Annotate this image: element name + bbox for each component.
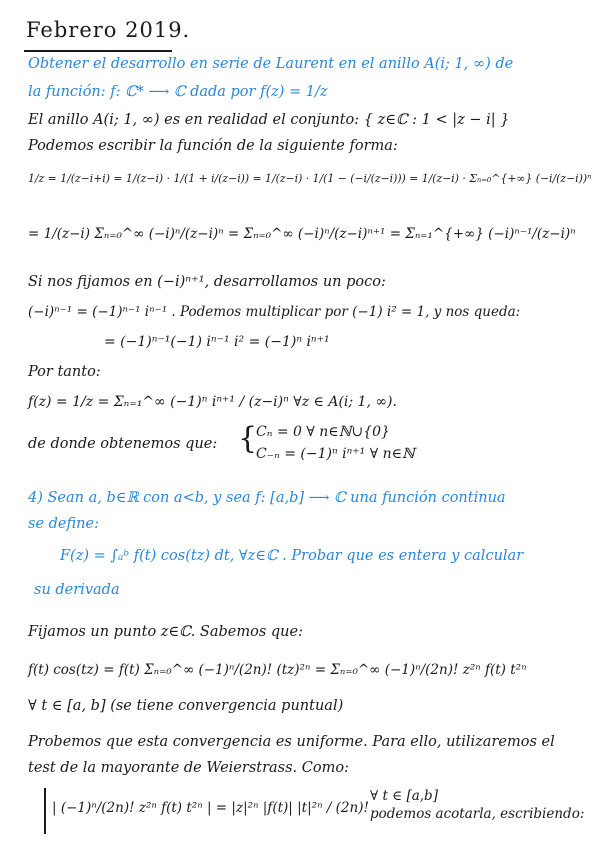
problem4-statement-line3: F(z) = ∫ₐᵇ f(t) cos(tz) dt, ∀z∈ℂ . Probar que es entera y calcular [60, 548, 524, 564]
laurent-equation-2: = 1/(z−i) Σₙ₌₀^∞ (−i)ⁿ/(z−i)ⁿ = Σₙ₌₀^∞ (−i)ⁿ/(z−i)ⁿ⁺¹ = Σₙ₌₁^{+∞} (−i)ⁿ⁻¹/(z−i)ⁿ [28, 226, 576, 242]
therefore-label: Por tanto: [28, 364, 101, 380]
coefficients-intro: de donde obtenemos que: [28, 436, 218, 452]
bound-equation: | (−1)ⁿ/(2n)! z²ⁿ f(t) t²ⁿ | = |z|²ⁿ |f(t)| |t|²ⁿ / (2n)! [52, 800, 369, 816]
uniform-convergence-intro: Probemos que esta convergencia es uniforme. Para ello, utilizaremos el [28, 734, 555, 750]
weierstrass-test: test de la mayorante de Weierstrass. Como: [28, 760, 349, 776]
title-underline [24, 50, 172, 52]
bound-note: podemos acotarla, escribiendo: [370, 806, 585, 822]
laurent-equation-1: 1/z = 1/(z−i+i) = 1/(z−i) · 1/(1 + i/(z−i)) = 1/(z−i) · 1/(1 − (−i/(z−i))) = 1/(z−i) · Σₙ₌₀^{+∞} (−i/(z−i))ⁿ [28, 172, 592, 185]
coefficient-case-positive: Cₙ = 0 ∀ n∈ℕ∪{0} [256, 424, 390, 440]
cosine-series-equation: f(t) cos(tz) = f(t) Σₙ₌₀^∞ (−1)ⁿ/(2n)! (tz)²ⁿ = Σₙ₌₀^∞ (−1)ⁿ/(2n)! z²ⁿ f(t) t²ⁿ [28, 662, 527, 678]
pointwise-convergence: ∀ t ∈ [a, b] (se tiene convergencia puntual) [28, 698, 344, 714]
page-title: Febrero 2019. [26, 18, 191, 42]
rewrite-intro: Podemos escribir la función de la siguiente forma: [28, 138, 398, 154]
bound-domain: ∀ t ∈ [a,b] [370, 788, 438, 804]
cases-brace: { [238, 421, 258, 456]
power-expansion: (−i)ⁿ⁻¹ = (−1)ⁿ⁻¹ iⁿ⁻¹ . Podemos multiplicar por (−1) i² = 1, y nos queda: [28, 304, 521, 320]
problem4-statement-line4: su derivada [34, 582, 120, 598]
annulus-definition: El anillo A(i; 1, ∞) es en realidad el conjunto: { z∈ℂ : 1 < |z − i| } [28, 112, 510, 128]
laurent-series-result: f(z) = 1/z = Σₙ₌₁^∞ (−1)ⁿ iⁿ⁺¹ / (z−i)ⁿ ∀z ∈ A(i; 1, ∞). [28, 394, 397, 410]
fix-point: Fijamos un punto z∈ℂ. Sabemos que: [28, 624, 303, 640]
problem3-statement-line2: la función: f: ℂ* ⟶ ℂ dada por f(z) = 1/z [28, 84, 328, 100]
problem3-statement-line1: Obtener el desarrollo en serie de Laurent en el anillo A(i; 1, ∞) de [28, 56, 514, 72]
power-remark: Si nos fijamos en (−i)ⁿ⁺¹, desarrollamos un poco: [28, 274, 386, 290]
abs-bar-left [44, 788, 46, 834]
power-result: = (−1)ⁿ⁻¹(−1) iⁿ⁻¹ i² = (−1)ⁿ iⁿ⁺¹ [104, 334, 330, 350]
problem4-statement-line1: 4) Sean a, b∈ℝ con a<b, y sea f: [a,b] ⟶ ℂ una función continua [28, 490, 506, 506]
problem4-statement-line2: se define: [28, 516, 99, 532]
coefficient-case-negative: C₋ₙ = (−1)ⁿ iⁿ⁺¹ ∀ n∈ℕ [256, 446, 415, 462]
